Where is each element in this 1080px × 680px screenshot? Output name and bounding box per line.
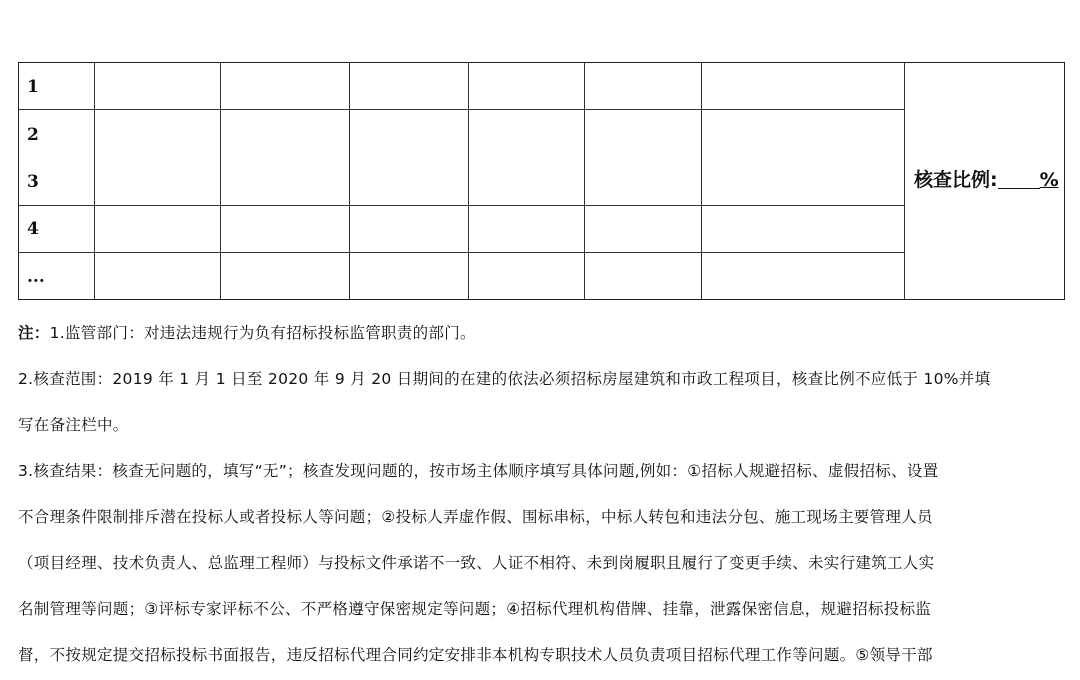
table-row-line: [19, 109, 905, 110]
note-line: 名制管理等问题；③评标专家评标不公、不严格遵守保密规定等问题；④招标代理机构借牌、挂靠，泄露保密信息，规避招标投标监: [18, 600, 932, 618]
table-column-line: [220, 63, 221, 299]
table-column-line: [584, 63, 585, 299]
table-column-line: [904, 63, 905, 299]
note-line: 不合理条件限制排斥潜在投标人或者投标人等问题；②投标人弄虚作假、围标串标，中标人转包和违法分包、施工现场主要管理人员: [18, 508, 933, 526]
note-line: 写在备注栏中。: [18, 416, 129, 434]
review-table: [18, 62, 1065, 300]
review-ratio-label: 核查比例:: [914, 169, 998, 191]
note-label: 注：: [18, 324, 50, 342]
note-text: 1.监管部门：对违法违规行为负有招标投标监管职责的部门。: [49, 324, 476, 342]
note-line: [18, 310, 1066, 356]
table-row-line: [19, 252, 905, 253]
note-line: （项目经理、技术负责人、总监理工程师）与投标文件承诺不一致、人证不相符、未到岗履职且履行了变更手续、未实行建筑工人实: [18, 554, 935, 572]
review-ratio-field: [914, 165, 1064, 192]
table-column-line: [94, 63, 95, 299]
review-ratio-unit: %: [1039, 169, 1059, 191]
note-line: 督，不按规定提交招标投标书面报告，违反招标代理合同约定安排非本机构专职技术人员负责项目招标代理工作等问题。⑤领导干部: [18, 646, 933, 664]
note-line: 2.核查范围：2019 年 1 月 1 日至 2020 年 9 月 20 日期间的在建的依法必须招标房屋建筑和市政工程项目，核查比例不应低于 10%并填: [18, 370, 991, 388]
review-ratio-blank: [998, 170, 1040, 189]
row-number: 2: [27, 125, 39, 145]
table-row-line: [19, 205, 905, 206]
table-column-line: [349, 63, 350, 299]
notes-section: [18, 310, 1066, 678]
row-number: 1: [27, 77, 39, 97]
row-number: 3: [27, 172, 39, 192]
table-column-line: [468, 63, 469, 299]
row-number: 4: [27, 219, 39, 239]
row-number: ...: [27, 267, 45, 287]
note-line: 3.核查结果：核查无问题的，填写“无”；核查发现问题的，按市场主体顺序填写具体问题,例如：①招标人规避招标、虚假招标、设置: [18, 462, 939, 480]
table-column-line: [701, 63, 702, 299]
